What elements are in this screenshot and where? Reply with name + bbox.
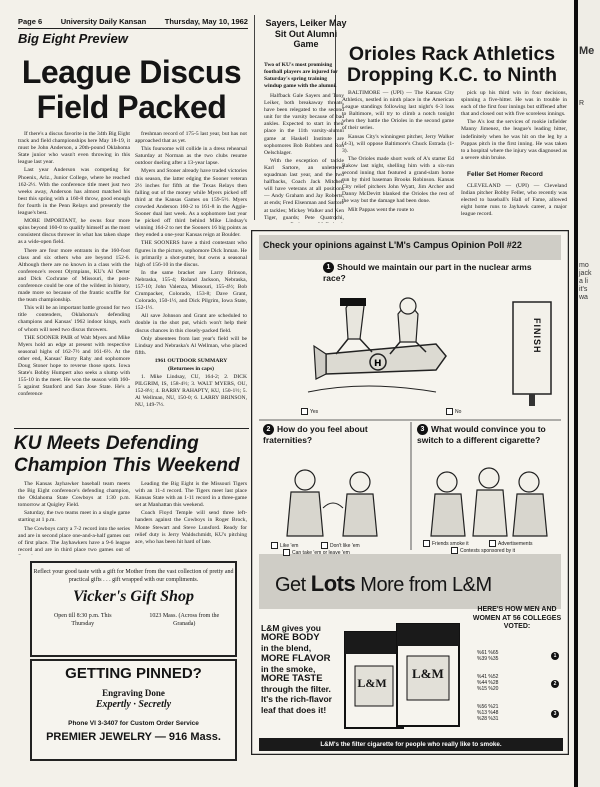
get-lots-more-slogan <box>275 571 492 597</box>
benefit-line: in the blend, <box>261 643 312 654</box>
poll-banner: Check your opinions against L'M's Campus Opinion Poll #22 <box>263 240 522 250</box>
lm-tagline: L&M's the filter cigarette for people who really like to smoke. <box>259 738 563 751</box>
issue-date: Thursday, May 10, 1962 <box>164 16 248 26</box>
poll-question-2-text: How do you feel about fraternities? <box>263 424 368 446</box>
question-2-badge: 2 <box>263 424 274 435</box>
discus-paragraph: This will be an important battle ground for two title contenders, Oklahoma's defending champions and Kansas' 1962 indoor kings, each of whom will need two discus throwers. <box>18 305 130 333</box>
fraternity-cartoon <box>265 458 405 538</box>
lm-pack-logo: L&M <box>357 676 387 690</box>
ku-paragraph: The Kansas Jayhawker baseball team meets the Big Eight conference's defending champion, the Oklahoma State Cowboys at 1:30 p.m. tomorrow at Quigley Field. <box>18 481 130 509</box>
sayers-paragraph: Halfback Gale Sayers and Tony Leiker, both breakaway threats, have been relegated to the second unit for the varsity because of bad ankles. Expected to start in their place in the 11th varsity-alumni game at Haskell Institute are sophomores Bob Robben and Ron Oelschlager. <box>264 93 344 156</box>
vickers-gift-shop-ad <box>30 561 237 657</box>
lm-pack-logo: L&M <box>412 666 444 681</box>
vickers-hours: Open till 8:30 p.m. This Thursday <box>53 613 112 627</box>
vickers-address: 1023 Mass. (Across from the Granada) <box>149 613 220 627</box>
orioles-column-1 <box>342 90 454 220</box>
ku-paragraph: Saturday, the two teams meet in a single game starting at 1 p.m. <box>18 510 130 524</box>
sayers-headline: Sayers, Leiker May Sit Out Alumni Game <box>265 18 347 49</box>
q3-option-ads[interactable]: Advertisements <box>489 540 532 547</box>
result-badge-3: 3 <box>551 710 559 718</box>
section-label: Big Eight Preview <box>18 31 128 46</box>
jewelry-ad-title: GETTING PINNED? <box>65 665 202 682</box>
orioles-paragraph: The Orioles made short work of A's starter Ed Rakow last night, shelling him with a six-run second inning that featured a grand-slam home run by third baseman Brooks Robinson. Kansas City relief pitchers John Wyatt, Jim Archer and Danny McDevitt blanked the Orioles the rest of the way but the damage had been done. <box>342 155 454 205</box>
tally-line: %15 %20 <box>477 686 499 692</box>
vickers-shop-name: Vicker's Gift Shop <box>73 588 194 605</box>
ku-paragraph: Coach Floyd Temple will send three left-handers against the Cowboys in Roger Brock, Monte Stewart and Steve Lunsford. Ready for relief duty is Jerry Waldschmidt, KU's pitching ace, who has been hit hard of late. <box>135 510 247 545</box>
discus-headline: League Discus Field Packed <box>21 54 242 125</box>
q3-option-contests[interactable]: Contests sponsored by it <box>451 547 515 554</box>
feller-headline: Feller Set Homer Record <box>467 171 543 178</box>
adjacent-page: Me R mo jack a li it's wa <box>578 0 600 787</box>
paper-name: University Daily Kansan <box>60 16 147 26</box>
arms-race-cartoon <box>306 284 486 402</box>
poll-question-2 <box>263 424 403 445</box>
slogan-part: More from L&M <box>355 574 492 596</box>
tally-line: %28 %31 <box>477 716 499 722</box>
ku-headline: KU Meets Defending Champion This Weekend <box>14 433 240 476</box>
discus-paragraph: If there's a discus favorite in the 34th Big Eight track and field championships here May 18-19, it must be John Anderson, a 20th-pound Oklahoma State junior who wasn't even throwing in this league last year. <box>18 131 130 166</box>
slogan-part: Get <box>275 574 311 596</box>
poll-question-1-text: Should we maintain our part in the nuclear arms race? <box>323 262 532 284</box>
benefit-line: MORE TASTE <box>261 673 323 685</box>
lm-benefits-copy <box>261 623 343 715</box>
benefit-line: MORE BODY <box>261 632 320 644</box>
q2-option-dislike[interactable]: Don't like 'em <box>321 542 360 549</box>
q1-option-yes[interactable]: Yes <box>301 408 318 415</box>
summary-heading: 1961 OUTDOOR SUMMARY <box>154 357 228 364</box>
page-header <box>18 15 248 27</box>
discus-column-2 <box>135 131 247 427</box>
finish-sign-text: FINISH <box>532 318 542 354</box>
orioles-paragraph: BALTIMORE — (UPI) — The Kansas City Athletics, nestled in ninth place in the American League standings following last night's 6-3 loss to Baltimore, will try to climb a notch tonight when they battle the Orioles in the second game of their series. <box>342 90 454 132</box>
result-tally-2 <box>477 674 498 692</box>
jewelry-ad-line: Expertly · Secretly <box>95 699 172 710</box>
result-badge-2: 2 <box>551 680 559 688</box>
question-3-badge: 3 <box>417 424 428 435</box>
benefit-line: It's the rich-flavor <box>261 694 332 705</box>
orioles-headline: Orioles Rack Athletics Dropping K.C. to Ninth <box>346 43 558 86</box>
ku-column-1 <box>18 481 130 555</box>
svg-text:H: H <box>374 359 382 369</box>
q2-option-indifferent[interactable]: Can take 'em or leave 'em <box>283 549 350 556</box>
summary-results: 1. Mike Lindsay, CU, 164-2; 2. DICK PILGRIM, IS, 158-4½; 3. WALT MYERS, OU, 152-8½; 4. BARRY RAHAPTY, KU, 150-1½; 5. Al Wellman, NU, 150-0; 6. LARRY BRINSON, NU, 149-7½. <box>135 374 247 409</box>
jewelry-ad-line: Engraving Done <box>102 688 165 698</box>
benefit-line: in the smoke, <box>261 663 316 674</box>
benefit-line: L&M gives you <box>261 623 321 633</box>
jewelry-ad-store: PREMIER JEWELRY — 916 Mass. <box>46 731 221 743</box>
section-rule <box>14 428 249 429</box>
q2-option-like[interactable]: Like 'em <box>271 542 298 549</box>
discus-paragraph: Myers and Stoner already have traded victories this season, the latter edging the Sooner veteran 2½ inches for fifth at the Texas Relays then falling out of the money while Myers picked off third at the Kansas Games on 159-5½. Myers crowded Anderson 160-2 to 161-8 in the Aggie-Sooner dual last week. As a sophomore last year he picked off third behind Mike Lindsay's winning 164-2 to net the Sooners 16 big points as they ended a one-year Kansas reign at Boulder. <box>135 168 247 239</box>
discus-paragraph: MORE IMPORTANT, he owns four more spins beyond 160-0 to qualify himself as the most consistent discus thrower in what has taken shape as a wide-open field. <box>18 218 130 246</box>
tally-line: %41 %52 <box>477 674 499 680</box>
jewelry-ad-phone: Phone VI 3-3407 for Custom Order Service <box>68 720 199 727</box>
lm-cigarette-ad <box>251 230 569 755</box>
slogan-part: Lots <box>310 571 356 596</box>
benefit-line: through the filter. <box>261 684 331 695</box>
q3-option-friends[interactable]: Friends smoke it <box>423 540 469 547</box>
tally-line: %56 %21 <box>477 704 499 710</box>
orioles-paragraph: Milt Pappas went the route to <box>348 206 415 213</box>
discus-paragraph: All save Johnson and Grant are scheduled to double in the shot put, which won't help their discus chances in this closely-packed field. <box>135 313 247 334</box>
ku-paragraph: Leading the Big Eight is the Missouri Tigers with an 11-4 record. The Tigers meet last place Kansas State with an 1-11 record in a three-game set at Manhattan this weekend. <box>135 481 247 509</box>
benefit-line: leaf that does it! <box>261 704 327 715</box>
discus-paragraph: THE SOONERS have a third contestant who figures in the picture, sophomore Dick Inman. He is primarily a shot-putter, but owns a seasonal high of 156-10 in the discus. <box>135 240 247 268</box>
page-number: Page 6 <box>18 16 43 26</box>
discus-paragraph: Only absentees from last year's field will be Lindsay and Nebraska's Al Wellman, who placed fifth. <box>135 335 247 356</box>
discus-paragraph: Last year Anderson was competing for Phoenix, Ariz., Junior College, where he reached 162-2½. With the conference title meet just two weeks away, Anderson has almost matched his best this spring with a 160-8 throw, good enough for fourth in the Penn Relays and presently the league's best. <box>18 167 130 217</box>
cigarette-switch-cartoon <box>417 458 557 538</box>
discus-column-1 <box>18 131 130 427</box>
discus-paragraph: THE SOONER PAIR of Walt Myers and Mike Myers hold an edge at present with respective seasonal highs of 162-7½ and 161-6½. At the other end, Kansas' Barry Rahy and sophomore Doug Stoner hope to reverse those spots. Iowa State's Bobby Humpert also seeks a slump with 155-10 in the meet. He won the season with 160-5 against Stanford and San Jose State. He's a conference <box>18 334 130 398</box>
orioles-column-2 <box>461 90 567 170</box>
orioles-paragraph: The A's lost the services of rookie infielder Manny Jimenez, the league's leading hitter, indefinitely when he was hit on the leg by a Pappas pitch in the first inning. He was taken to a hospital where the injury was diagnosed as a severe shin bruise. <box>461 119 567 161</box>
orioles-paragraph: Kansas City's winningest pitcher, Jerry Walker (4-3), will oppose Baltimore's Chuck Estrada (1-3). <box>342 133 454 154</box>
premier-jewelry-ad <box>30 659 237 761</box>
sayers-deck: Two of KU's most promising football players are injured for Saturday's spring training windup game with the alumni. <box>264 62 338 89</box>
sayers-paragraph: With the exception of tackle Karl Sartore, an unlettered squadman last year, and the two halfbacks, Coach Jack Mitchell will have veterans at all positions — Andy Graham and Jay Roberts, at ends; Fred Elsenman and Sartore at tackles; Mickey Walker and Ken Tiger, guards; Pete Quatrochi, <box>264 157 344 221</box>
ku-column-2 <box>135 481 247 555</box>
q1-option-no[interactable]: No <box>446 408 461 415</box>
benefit-line: MORE FLAVOR <box>261 652 331 664</box>
orioles-paragraph: pick up his third win in four decisions, spinning a five-hitter. He was in trouble in each of the first four innings but stiffened after that and closed out with five scoreless innings. <box>461 90 567 118</box>
poll-results-heading: HERE'S HOW MEN AND WOMEN AT 56 COLLEGES VOTED: <box>472 606 562 630</box>
discus-paragraph: freshman record of 175-5 last year, but has not approached that as yet. <box>135 131 247 145</box>
vickers-ad-text: Reflect your good taste with a gift for Mother from the vast collection of pretty and practical gifts . . . gift wrapped with our compliments. <box>33 569 234 583</box>
poll-question-3 <box>417 424 559 445</box>
tally-line: %61 %65 <box>477 650 499 656</box>
tally-line: %13 %48 <box>477 710 499 716</box>
discus-paragraph: In the same bracket are Larry Brinson, Nebraska, 155-4; Roland Jackson, Nebraska, 157-10; John Valenza, Missouri, 155-4½; Bob Crumpacker, Colorado, 153-8; Dave Grant, Colorado, 150-1½, and Dick Pilgrim, Iowa State, 152-1½. <box>135 269 247 312</box>
tally-line: %39 %35 <box>477 656 499 662</box>
poll-question-1 <box>323 262 533 283</box>
result-tally-3 <box>477 704 498 722</box>
result-tally-1 <box>477 650 498 662</box>
result-badge-1: 1 <box>551 652 559 660</box>
poll-question-3-text: What would convince you to switch to a different cigarette? <box>417 424 546 446</box>
discus-paragraph: This foursome will collide in a dress rehearsal Saturday at Norman as the two clubs resume outdoor dueling after a 13-year lapse. <box>135 146 247 167</box>
sayers-body <box>264 93 344 223</box>
column-rule <box>254 15 255 220</box>
header-rule <box>18 28 248 29</box>
feller-paragraph: CLEVELAND — (UPI) — Cleveland Indian pitcher Bobby Feller, who recently was elected to baseball's Hall of Fame, allowed eight home runs to Jayhawk career, a major league record. <box>461 183 567 218</box>
discus-paragraph: There are four more entrants in the 160-foot class and six others who are beyond 152-6. Although there are no known in a class with the conference's recent Olympians, KU's Al Oerter and Dick Cochrane of Missouri, the post-conference could be one of the wildest in history, made more so because of the frantic scuffle for the team championship. <box>18 247 130 304</box>
adjacent-page-edge <box>574 0 600 787</box>
feller-body <box>461 183 567 223</box>
tally-line: %44 %28 <box>477 680 499 686</box>
summary-subheading: (Returnees in caps) <box>168 366 214 372</box>
question-1-badge: 1 <box>323 262 334 273</box>
ku-paragraph: The Cowboys carry a 7-2 record into the series and are in second place one-and-a-half games out of first place. The Jayhawkers have a 9-6 league record and are in third place two games out of <box>18 525 130 553</box>
